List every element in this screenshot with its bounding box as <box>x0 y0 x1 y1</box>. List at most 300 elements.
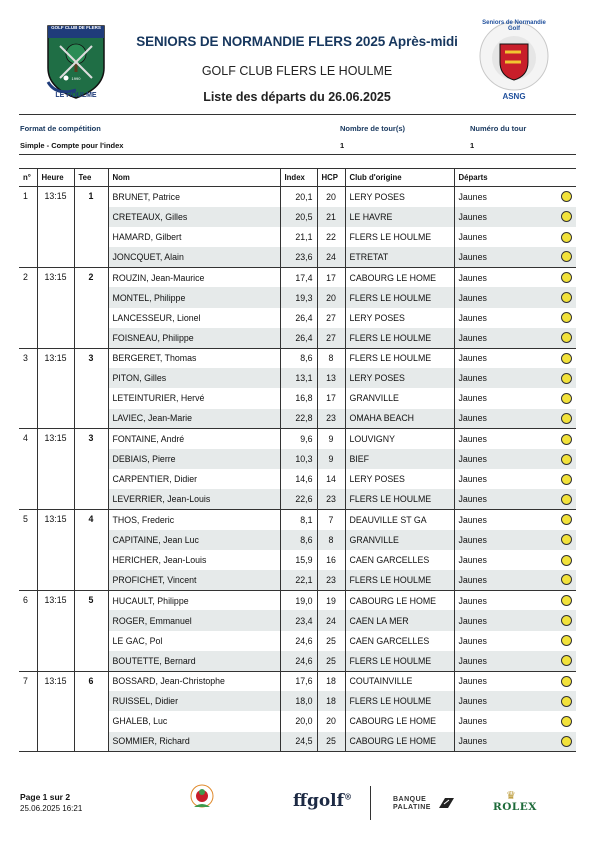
cell-hcp: 9 <box>317 429 345 449</box>
cell-index: 10,3 <box>280 449 317 469</box>
cell-tee-marker <box>551 570 576 590</box>
table-header-row <box>19 169 576 187</box>
yellow-tee-marker-icon <box>561 191 572 202</box>
cell-tee-marker <box>551 711 576 731</box>
cell-player-name: ROGER, Emmanuel <box>108 610 280 630</box>
col-header-index: Index <box>280 169 317 187</box>
cell-group-number: 3 <box>19 348 37 368</box>
cell-time: 13:15 <box>37 510 74 530</box>
cell-time <box>37 227 74 247</box>
cell-hcp: 18 <box>317 691 345 711</box>
table-row <box>19 570 576 590</box>
cell-tee <box>74 287 108 307</box>
cell-group-number <box>19 570 37 590</box>
cell-home-club: LOUVIGNY <box>345 429 454 449</box>
cell-hcp: 16 <box>317 550 345 570</box>
cell-player-name: HUCAULT, Philippe <box>108 590 280 610</box>
yellow-tee-marker-icon <box>561 393 572 404</box>
cell-hcp: 25 <box>317 631 345 651</box>
cell-index: 8,6 <box>280 348 317 368</box>
cell-group-number <box>19 308 37 328</box>
cell-tee: 3 <box>74 348 108 368</box>
cell-tee <box>74 732 108 752</box>
cell-time: 13:15 <box>37 429 74 449</box>
cell-tee-marker <box>551 449 576 469</box>
cell-hcp: 23 <box>317 409 345 429</box>
cell-index: 9,6 <box>280 429 317 449</box>
cell-time <box>37 530 74 550</box>
yellow-tee-marker-icon <box>561 574 572 585</box>
cell-tee <box>74 227 108 247</box>
asng-arc-text: Seniors de Normandie Golf <box>482 20 546 32</box>
cell-tee-marker <box>551 530 576 550</box>
cell-time <box>37 328 74 348</box>
cell-home-club: CAEN GARCELLES <box>345 550 454 570</box>
col-header-club: Club d'origine <box>345 169 454 187</box>
cell-tee-marker <box>551 287 576 307</box>
yellow-tee-marker-icon <box>561 716 572 727</box>
cell-hcp: 27 <box>317 328 345 348</box>
yellow-tee-marker-icon <box>561 353 572 364</box>
cell-index: 21,1 <box>280 227 317 247</box>
round-number-value: 1 <box>470 141 475 150</box>
cell-player-name: LAVIEC, Jean-Marie <box>108 409 280 429</box>
cell-player-name: CRETEAUX, Gilles <box>108 207 280 227</box>
cell-tee-color: Jaunes <box>454 227 551 247</box>
table-row <box>19 287 576 307</box>
cell-home-club: LERY POSES <box>345 308 454 328</box>
cell-hcp: 19 <box>317 590 345 610</box>
table-row <box>19 610 576 630</box>
col-header-starts: Départs <box>454 169 576 187</box>
table-row <box>19 187 576 207</box>
table-row <box>19 388 576 408</box>
cell-tee-color: Jaunes <box>454 409 551 429</box>
yellow-tee-marker-icon <box>561 272 572 283</box>
col-header-number: n° <box>19 169 37 187</box>
rounds-value: 1 <box>340 141 345 150</box>
cell-player-name: LANCESSEUR, Lionel <box>108 308 280 328</box>
yellow-tee-marker-icon <box>561 555 572 566</box>
cell-time: 13:15 <box>37 267 74 287</box>
cell-tee-color: Jaunes <box>454 267 551 287</box>
cell-player-name: PROFICHET, Vincent <box>108 570 280 590</box>
cell-tee <box>74 610 108 630</box>
yellow-tee-marker-icon <box>561 534 572 545</box>
cell-time <box>37 711 74 731</box>
cell-tee-marker <box>551 550 576 570</box>
cell-hcp: 23 <box>317 489 345 509</box>
cell-player-name: BOUTETTE, Bernard <box>108 651 280 671</box>
cell-group-number <box>19 631 37 651</box>
table-row <box>19 308 576 328</box>
cell-tee <box>74 691 108 711</box>
cell-player-name: ROUZIN, Jean-Maurice <box>108 267 280 287</box>
cell-tee-marker <box>551 328 576 348</box>
crest-year-text: 1990 <box>71 76 81 81</box>
table-row <box>19 267 576 287</box>
start-list-body <box>19 187 576 752</box>
cell-tee <box>74 570 108 590</box>
cell-home-club: LERY POSES <box>345 368 454 388</box>
cell-home-club: FLERS LE HOULME <box>345 691 454 711</box>
round-number-label: Numéro du tour <box>470 124 527 133</box>
cell-tee-color: Jaunes <box>454 247 551 267</box>
table-row <box>19 207 576 227</box>
cell-index: 22,1 <box>280 570 317 590</box>
cell-home-club: CABOURG LE HOME <box>345 267 454 287</box>
cell-tee <box>74 469 108 489</box>
cell-hcp: 7 <box>317 510 345 530</box>
table-row <box>19 348 576 368</box>
cell-tee-color: Jaunes <box>454 287 551 307</box>
cell-tee-marker <box>551 590 576 610</box>
yellow-tee-marker-icon <box>561 595 572 606</box>
cell-index: 24,6 <box>280 651 317 671</box>
cell-tee-marker <box>551 227 576 247</box>
cell-home-club: CAEN GARCELLES <box>345 631 454 651</box>
cell-index: 14,6 <box>280 469 317 489</box>
cell-tee-marker <box>551 409 576 429</box>
cell-group-number <box>19 530 37 550</box>
yellow-tee-marker-icon <box>561 635 572 646</box>
cell-tee <box>74 550 108 570</box>
club-badge-icon <box>185 781 219 822</box>
cell-group-number <box>19 732 37 752</box>
cell-home-club: CAEN LA MER <box>345 610 454 630</box>
cell-tee: 1 <box>74 187 108 207</box>
cell-tee <box>74 651 108 671</box>
cell-home-club: FLERS LE HOULME <box>345 651 454 671</box>
cell-tee-color: Jaunes <box>454 308 551 328</box>
cell-home-club: CABOURG LE HOME <box>345 732 454 752</box>
col-header-hcp: HCP <box>317 169 345 187</box>
cell-hcp: 20 <box>317 187 345 207</box>
cell-group-number <box>19 691 37 711</box>
cell-home-club: CABOURG LE HOME <box>345 590 454 610</box>
cell-group-number <box>19 469 37 489</box>
cell-hcp: 24 <box>317 610 345 630</box>
cell-tee-color: Jaunes <box>454 368 551 388</box>
cell-group-number <box>19 409 37 429</box>
cell-player-name: LE GAC, Pol <box>108 631 280 651</box>
cell-index: 15,9 <box>280 550 317 570</box>
format-label: Format de compétition <box>20 124 101 133</box>
cell-tee <box>74 368 108 388</box>
club-title: GOLF CLUB FLERS LE HOULME <box>201 64 393 78</box>
cell-hcp: 13 <box>317 368 345 388</box>
cell-home-club: FLERS LE HOULME <box>345 570 454 590</box>
rolex-logo: ROLEX <box>493 801 537 813</box>
cell-tee-marker <box>551 368 576 388</box>
cell-hcp: 21 <box>317 207 345 227</box>
cell-player-name: HERICHER, Jean-Louis <box>108 550 280 570</box>
cell-hcp: 25 <box>317 732 345 752</box>
cell-home-club: OMAHA BEACH <box>345 409 454 429</box>
crest-bottom-text: LE HOULME <box>55 92 97 99</box>
cell-tee-marker <box>551 651 576 671</box>
cell-time: 13:15 <box>37 671 74 691</box>
cell-tee-color: Jaunes <box>454 469 551 489</box>
competition-info <box>19 114 576 155</box>
cell-player-name: THOS, Frederic <box>108 510 280 530</box>
cell-tee-color: Jaunes <box>454 610 551 630</box>
table-row <box>19 227 576 247</box>
cell-group-number <box>19 489 37 509</box>
golf-club-crest-logo <box>36 16 116 104</box>
cell-home-club: FLERS LE HOULME <box>345 348 454 368</box>
cell-time <box>37 409 74 429</box>
cell-tee-color: Jaunes <box>454 187 551 207</box>
asng-bottom-text: ASNG <box>502 92 526 101</box>
palatine-flag-icon <box>437 797 455 809</box>
cell-index: 20,1 <box>280 187 317 207</box>
asng-seniors-logo <box>474 18 554 104</box>
table-row <box>19 711 576 731</box>
cell-index: 22,6 <box>280 489 317 509</box>
yellow-tee-marker-icon <box>561 615 572 626</box>
cell-group-number <box>19 328 37 348</box>
cell-index: 26,4 <box>280 328 317 348</box>
page-number: Page 1 sur 2 <box>20 792 71 802</box>
cell-hcp: 14 <box>317 469 345 489</box>
cell-tee <box>74 388 108 408</box>
cell-player-name: BERGERET, Thomas <box>108 348 280 368</box>
cell-hcp: 20 <box>317 287 345 307</box>
cell-tee <box>74 308 108 328</box>
cell-time <box>37 631 74 651</box>
cell-time <box>37 489 74 509</box>
cell-index: 19,3 <box>280 287 317 307</box>
cell-tee-marker <box>551 267 576 287</box>
table-row <box>19 449 576 469</box>
cell-time <box>37 308 74 328</box>
table-row <box>19 651 576 671</box>
cell-tee-marker <box>551 187 576 207</box>
cell-time <box>37 691 74 711</box>
table-row <box>19 550 576 570</box>
cell-tee <box>74 247 108 267</box>
cell-home-club: LE HAVRE <box>345 207 454 227</box>
cell-tee-color: Jaunes <box>454 530 551 550</box>
cell-group-number: 4 <box>19 429 37 449</box>
cell-player-name: LEVERRIER, Jean-Louis <box>108 489 280 509</box>
cell-home-club: ETRETAT <box>345 247 454 267</box>
cell-tee-color: Jaunes <box>454 348 551 368</box>
cell-hcp: 20 <box>317 711 345 731</box>
yellow-tee-marker-icon <box>561 474 572 485</box>
cell-group-number <box>19 368 37 388</box>
cell-player-name: HAMARD, Gilbert <box>108 227 280 247</box>
cell-hcp: 18 <box>317 671 345 691</box>
table-row <box>19 328 576 348</box>
cell-time <box>37 732 74 752</box>
cell-hcp: 22 <box>317 227 345 247</box>
cell-index: 20,0 <box>280 711 317 731</box>
yellow-tee-marker-icon <box>561 494 572 505</box>
cell-time: 13:15 <box>37 187 74 207</box>
cell-group-number <box>19 651 37 671</box>
cell-home-club: GRANVILLE <box>345 388 454 408</box>
cell-tee: 5 <box>74 590 108 610</box>
yellow-tee-marker-icon <box>561 434 572 445</box>
cell-group-number <box>19 550 37 570</box>
banque-palatine-logo <box>393 796 431 812</box>
cell-player-name: BOSSARD, Jean-Christophe <box>108 671 280 691</box>
yellow-tee-marker-icon <box>561 373 572 384</box>
cell-index: 26,4 <box>280 308 317 328</box>
cell-hcp: 9 <box>317 449 345 469</box>
cell-time <box>37 207 74 227</box>
cell-group-number <box>19 610 37 630</box>
cell-index: 23,4 <box>280 610 317 630</box>
cell-home-club: FLERS LE HOULME <box>345 489 454 509</box>
yellow-tee-marker-icon <box>561 413 572 424</box>
cell-home-club: BIEF <box>345 449 454 469</box>
yellow-tee-marker-icon <box>561 232 572 243</box>
page-header <box>0 0 595 112</box>
cell-tee-color: Jaunes <box>454 732 551 752</box>
cell-tee-marker <box>551 207 576 227</box>
rounds-label: Nombre de tour(s) <box>340 124 406 133</box>
yellow-tee-marker-icon <box>561 454 572 465</box>
cell-home-club: COUTAINVILLE <box>345 671 454 691</box>
cell-tee-color: Jaunes <box>454 711 551 731</box>
competition-title: SENIORS DE NORMANDIE FLERS 2025 Après-midi <box>136 34 458 49</box>
cell-time <box>37 388 74 408</box>
cell-tee-marker <box>551 510 576 530</box>
cell-group-number <box>19 227 37 247</box>
rolex-crown-icon: ♛ <box>506 790 516 802</box>
cell-player-name: LETEINTURIER, Hervé <box>108 388 280 408</box>
cell-player-name: FONTAINE, André <box>108 429 280 449</box>
cell-group-number: 1 <box>19 187 37 207</box>
cell-index: 24,5 <box>280 732 317 752</box>
yellow-tee-marker-icon <box>561 332 572 343</box>
cell-hcp: 25 <box>317 651 345 671</box>
cell-home-club: FLERS LE HOULME <box>345 328 454 348</box>
cell-group-number <box>19 449 37 469</box>
cell-tee-marker <box>551 610 576 630</box>
cell-tee-color: Jaunes <box>454 651 551 671</box>
cell-time <box>37 449 74 469</box>
cell-player-name: GHALEB, Luc <box>108 711 280 731</box>
cell-tee-marker <box>551 671 576 691</box>
cell-hcp: 27 <box>317 308 345 328</box>
cell-tee-color: Jaunes <box>454 449 551 469</box>
cell-group-number <box>19 247 37 267</box>
cell-tee-marker <box>551 732 576 752</box>
cell-hcp: 8 <box>317 348 345 368</box>
cell-hcp: 17 <box>317 388 345 408</box>
cell-player-name: JONCQUET, Alain <box>108 247 280 267</box>
yellow-tee-marker-icon <box>561 676 572 687</box>
cell-time <box>37 550 74 570</box>
table-row <box>19 530 576 550</box>
cell-tee: 4 <box>74 510 108 530</box>
ffgolf-text: ffgolf <box>293 791 344 811</box>
table-row <box>19 429 576 449</box>
cell-time <box>37 610 74 630</box>
cell-tee-color: Jaunes <box>454 590 551 610</box>
cell-player-name: RUISSEL, Didier <box>108 691 280 711</box>
cell-group-number: 7 <box>19 671 37 691</box>
cell-player-name: FOISNEAU, Philippe <box>108 328 280 348</box>
cell-tee-color: Jaunes <box>454 328 551 348</box>
crest-top-text: GOLF CLUB DE FLERS <box>51 25 101 30</box>
table-row <box>19 691 576 711</box>
cell-home-club: FLERS LE HOULME <box>345 227 454 247</box>
table-row <box>19 409 576 429</box>
yellow-tee-marker-icon <box>561 696 572 707</box>
ffgolf-logo <box>293 791 352 811</box>
sponsor-divider <box>370 786 371 820</box>
cell-tee-marker <box>551 348 576 368</box>
cell-group-number <box>19 711 37 731</box>
cell-time <box>37 247 74 267</box>
cell-home-club: FLERS LE HOULME <box>345 287 454 307</box>
cell-time <box>37 469 74 489</box>
cell-group-number <box>19 287 37 307</box>
cell-tee-marker <box>551 429 576 449</box>
table-row <box>19 247 576 267</box>
cell-time <box>37 368 74 388</box>
cell-tee-color: Jaunes <box>454 671 551 691</box>
table-row <box>19 489 576 509</box>
cell-tee-marker <box>551 691 576 711</box>
cell-time: 13:15 <box>37 348 74 368</box>
cell-group-number: 2 <box>19 267 37 287</box>
cell-index: 22,8 <box>280 409 317 429</box>
cell-tee-marker <box>551 247 576 267</box>
cell-player-name: BRUNET, Patrice <box>108 187 280 207</box>
cell-tee <box>74 711 108 731</box>
cell-tee-marker <box>551 469 576 489</box>
table-row <box>19 631 576 651</box>
cell-home-club: DEAUVILLE ST GA <box>345 510 454 530</box>
col-header-tee: Tee <box>74 169 108 187</box>
cell-tee <box>74 207 108 227</box>
cell-index: 18,0 <box>280 691 317 711</box>
yellow-tee-marker-icon <box>561 514 572 525</box>
cell-tee-color: Jaunes <box>454 691 551 711</box>
cell-index: 13,1 <box>280 368 317 388</box>
cell-tee-marker <box>551 388 576 408</box>
cell-tee-color: Jaunes <box>454 570 551 590</box>
cell-tee <box>74 530 108 550</box>
cell-tee <box>74 489 108 509</box>
table-row <box>19 510 576 530</box>
cell-tee-color: Jaunes <box>454 489 551 509</box>
yellow-tee-marker-icon <box>561 292 572 303</box>
cell-tee-color: Jaunes <box>454 429 551 449</box>
cell-tee <box>74 631 108 651</box>
cell-time <box>37 570 74 590</box>
palatine-line2: PALATINE <box>393 804 431 811</box>
cell-time <box>37 287 74 307</box>
cell-time: 13:15 <box>37 590 74 610</box>
cell-player-name: MONTEL, Philippe <box>108 287 280 307</box>
cell-index: 23,6 <box>280 247 317 267</box>
cell-tee: 2 <box>74 267 108 287</box>
cell-index: 20,5 <box>280 207 317 227</box>
cell-index: 8,6 <box>280 530 317 550</box>
cell-index: 19,0 <box>280 590 317 610</box>
cell-tee-marker <box>551 308 576 328</box>
cell-hcp: 23 <box>317 570 345 590</box>
cell-tee: 6 <box>74 671 108 691</box>
cell-tee-marker <box>551 489 576 509</box>
